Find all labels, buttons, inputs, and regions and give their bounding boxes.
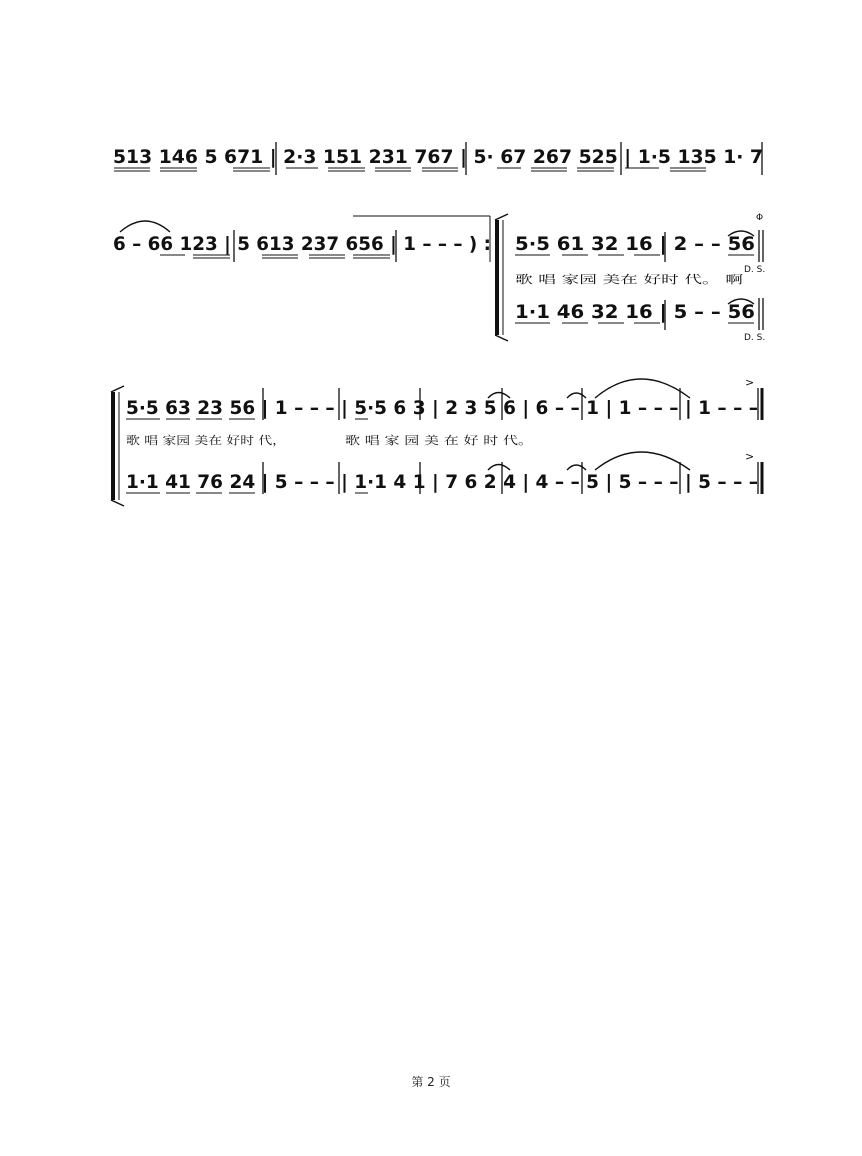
- score-row-1: [113, 142, 763, 175]
- ds-mark-upper: D. S.: [744, 265, 766, 275]
- row2-lower-notes: 1·1 46 32 16 | 5 – – 56: [515, 301, 755, 323]
- row3-upper-lyrics-b: 歌 唱 家 园 美 在 好 时 代。: [345, 434, 483, 447]
- row2-upper-notes: 5·5 61 32 16 | 2 – – 56: [515, 233, 755, 255]
- row3-lower-notes: 1·1 41 76 24 | 5 – – – | 1·1 4 1 | 7 6 2 4 | 4 – – 5 | 5 – – – | 5 – – –: [126, 471, 758, 493]
- row1-notes: 513 146 5 671 | 2·3 151 231 767 | 5· 67 267 525 | 1·5 135 1· 7: [113, 146, 763, 168]
- page-number: 第 2 页: [411, 1075, 451, 1089]
- row3-upper-notes: 5·5 63 23 56 | 1 – – – | 5·5 6 3 | 2 3 5 6 | 6 – – 1 | 1 – – – | 1 – – –: [126, 397, 758, 419]
- row2-main-notes: 6 – 66 123 | 5 613 237 656 | 1 – – – ) :: [113, 233, 491, 255]
- system-bracket-2: [495, 214, 508, 341]
- ds-mark-lower: D. S.: [744, 333, 766, 343]
- row2-upper-lyrics: 歌 唱 家园 美在 好时 代。 啊: [515, 273, 657, 286]
- score-row-2: [113, 213, 765, 343]
- coda-mark: Φ: [756, 213, 764, 223]
- tie-arc: [120, 221, 170, 232]
- row3-upper-lyrics-a: 歌 唱 家园 美在 好时 代，: [126, 434, 254, 447]
- accent-mark-upper: >: [745, 376, 755, 389]
- accent-mark-lower: >: [745, 450, 755, 463]
- system-bracket-3: [111, 386, 124, 506]
- score-row-3: [111, 376, 762, 506]
